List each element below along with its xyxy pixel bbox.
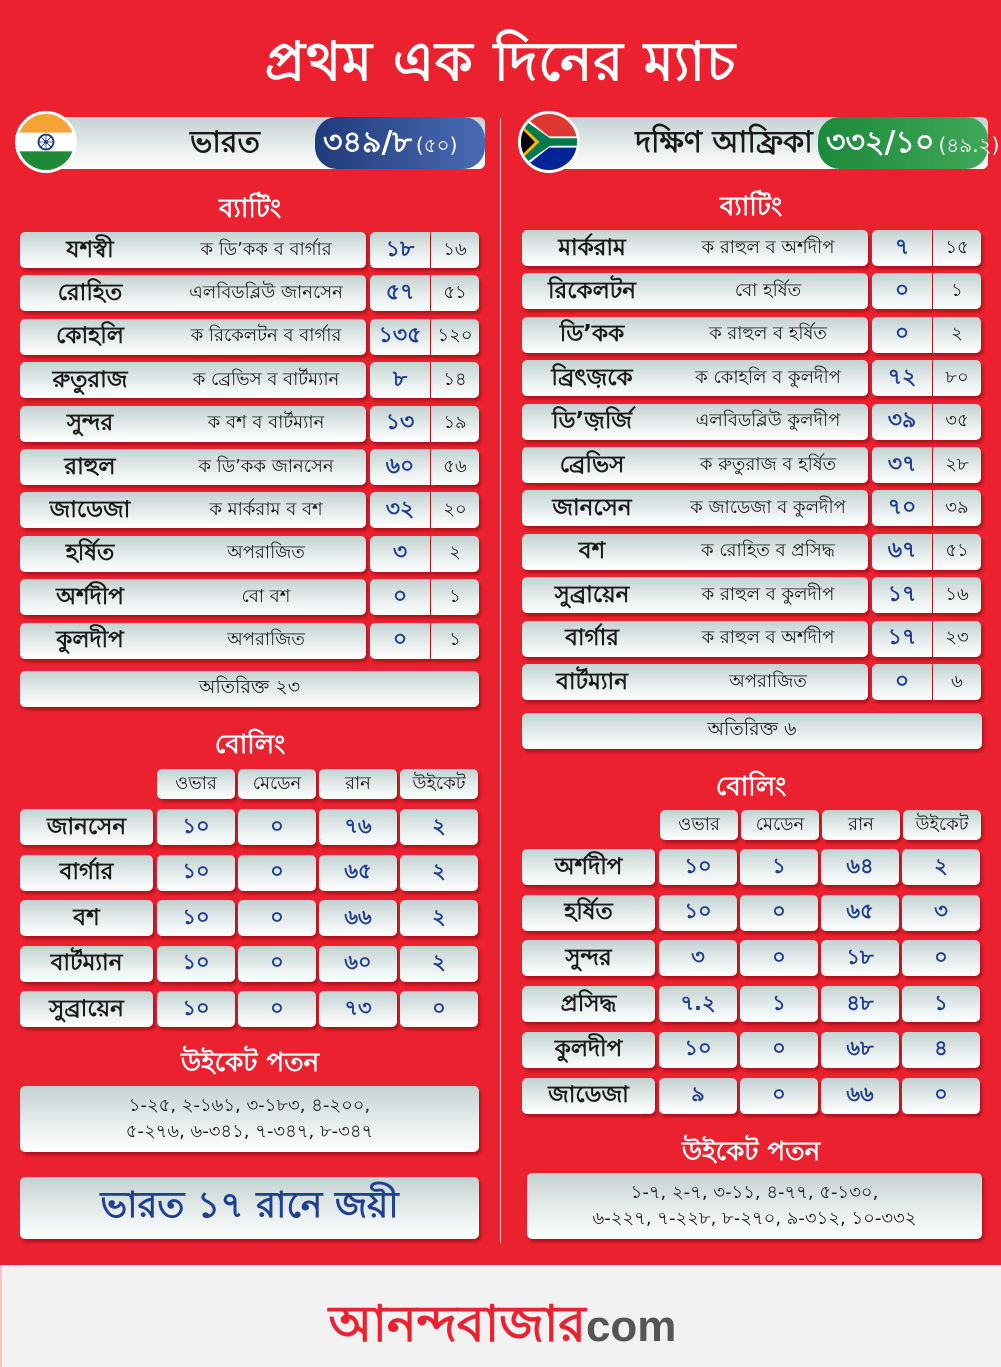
bowler-runs: ৬৫ <box>821 895 899 931</box>
india-team-bar <box>40 117 485 169</box>
bowling-header: রান <box>822 810 900 840</box>
batter-cell <box>522 664 868 700</box>
batter-cell <box>20 449 366 485</box>
batter-cell <box>522 490 868 526</box>
batter-name: সুন্দর <box>66 410 114 437</box>
dismissal: ক বশ ব বার্টম্যান <box>207 412 325 434</box>
bowler-overs: ১০ <box>157 900 235 936</box>
bowler-maidens: ০ <box>740 1078 818 1114</box>
balls: ২ <box>933 317 981 353</box>
dismissal: অপরাজিত <box>729 670 807 692</box>
batter-name: বার্টম্যান <box>556 668 628 695</box>
bowler-runs: ৬৬ <box>821 1078 899 1114</box>
india-flag-icon <box>15 111 77 173</box>
bowler-wickets: ১ <box>902 986 980 1022</box>
dismissal: ক ডি’কক জানসেন <box>198 455 334 477</box>
batter-cell <box>522 621 868 657</box>
dismissal: ক কোহলি ব কুলদীপ <box>695 366 841 388</box>
runs: ৩৭ <box>872 447 932 483</box>
bowler-wickets: ২ <box>400 809 478 845</box>
bowler-maidens: ১ <box>740 849 818 885</box>
anandabazar-logo[interactable] <box>2 1287 1001 1367</box>
bowler-wickets: ২ <box>400 855 478 891</box>
team-name: দক্ষিণ আফ্রিকা <box>635 125 813 160</box>
balls: ৩৫ <box>933 404 981 440</box>
bowler-wickets: ৪ <box>902 1032 980 1068</box>
bowler-wickets: ০ <box>902 1078 980 1114</box>
runs: ০ <box>872 664 932 700</box>
fow-line-2: ৬-২২৭, ৭-২২৮, ৮-২৭০, ৯-৩১২, ১০-৩৩২ <box>592 1208 917 1229</box>
batter-cell <box>522 273 868 309</box>
sa-score-pill <box>818 117 1000 169</box>
dismissal: ক রাহুল ব অর্শদীপ <box>701 627 835 649</box>
batter-name: রিকেলটন <box>548 277 636 304</box>
total-overs: (৪৯.২) <box>938 133 1000 157</box>
batter-name: কুলদীপ <box>56 627 124 654</box>
batter-name: মার্করাম <box>558 234 626 261</box>
dismissal: এলবিডব্লিউ জানসেন <box>189 281 343 303</box>
balls: ৬ <box>933 664 981 700</box>
batter-name: জানসেন <box>552 494 632 521</box>
batter-cell <box>522 447 868 483</box>
balls: ৫১ <box>933 534 981 570</box>
runs: ৩ <box>370 536 430 572</box>
bowler-overs: ১০ <box>157 809 235 845</box>
logo-suffix: com <box>585 1302 677 1351</box>
batter-cell <box>20 275 366 311</box>
balls: ১ <box>431 623 479 659</box>
bowler-maidens: ১ <box>740 986 818 1022</box>
bowler-wickets: ০ <box>400 991 478 1027</box>
team-name: ভারত <box>189 125 261 160</box>
dismissal: ক রাহুল ব অর্শদীপ <box>701 236 835 258</box>
bowler-name: কুলদীপ <box>522 1032 655 1068</box>
batter-name: যশস্বী <box>66 236 114 263</box>
bowler-runs: ৭৬ <box>319 809 397 845</box>
bowler-wickets: ০ <box>902 940 980 976</box>
batter-name: ব্রিৎজ়কে <box>551 364 633 391</box>
balls: ২ <box>431 536 479 572</box>
bowler-name: বশ <box>20 900 153 936</box>
bowler-maidens: ০ <box>238 991 316 1027</box>
fow-line-1: ১-২৫, ২-১৬১, ৩-১৮৩, ৪-২০০, <box>128 1095 371 1116</box>
runs: ৩২ <box>370 492 430 528</box>
batter-name: রাহুল <box>64 453 116 480</box>
runs: ০ <box>872 273 932 309</box>
bowler-runs: ৬৪ <box>821 849 899 885</box>
india-score-pill <box>315 117 485 169</box>
batter-cell <box>20 623 366 659</box>
bowler-maidens: ০ <box>238 809 316 845</box>
bowling-header: রান <box>319 769 397 799</box>
bowler-name: বার্টম্যান <box>20 946 153 982</box>
batter-name: সুব্রায়েন <box>554 581 630 608</box>
runs: ৭২ <box>872 360 932 396</box>
balls: ৮০ <box>933 360 981 396</box>
batting-title: ব্যাটিং <box>218 194 282 224</box>
balls: ৫৬ <box>431 449 479 485</box>
bowler-overs: ১০ <box>659 849 737 885</box>
balls: ১৯ <box>431 406 479 442</box>
batter-cell <box>20 406 366 442</box>
india-column <box>0 0 500 1265</box>
bowler-maidens: ০ <box>238 946 316 982</box>
page-title: প্রথম এক দিনের ম্যাচ <box>264 30 737 93</box>
batter-cell <box>522 230 868 266</box>
dismissal: অপরাজিত <box>227 629 305 651</box>
bowler-name: অর্শদীপ <box>522 849 655 885</box>
balls: ১৬ <box>431 232 479 268</box>
batter-cell <box>20 319 366 355</box>
runs: ১৩৫ <box>370 319 430 355</box>
runs: ৮ <box>370 362 430 398</box>
bowler-maidens: ০ <box>740 895 818 931</box>
balls: ১ <box>933 273 981 309</box>
dismissal: ক ডি’কক ব বার্গার <box>200 238 332 260</box>
dismissal: ক ব্রেভিস ব বার্টম্যান <box>192 368 340 390</box>
bowler-overs: ১০ <box>157 855 235 891</box>
bowler-name: জানসেন <box>20 809 153 845</box>
bowler-runs: ৬৫ <box>319 855 397 891</box>
bowler-name: প্রসিদ্ধ <box>522 986 655 1022</box>
batter-name: রোহিত <box>57 279 123 306</box>
bowler-wickets: ২ <box>400 900 478 936</box>
bowling-header: মেডেন <box>238 769 316 799</box>
bowler-wickets: ৩ <box>902 895 980 931</box>
batter-cell <box>20 579 366 615</box>
bowling-header: ওভার <box>660 810 738 840</box>
bowler-maidens: ০ <box>740 1032 818 1068</box>
bowler-overs: ৩ <box>659 940 737 976</box>
runs: ১৮ <box>370 232 430 268</box>
sa-team-bar <box>541 117 1000 169</box>
runs: ০ <box>370 623 430 659</box>
dismissal: ক রোহিত ব প্রসিদ্ধ <box>701 540 835 562</box>
extras: অতিরিক্ত ২৩ <box>20 671 479 707</box>
south-africa-flag-icon <box>518 111 580 173</box>
logo-bengali: আনন্দবাজার <box>328 1294 586 1353</box>
dismissal: ক রাহুল ব কুলদীপ <box>701 583 835 605</box>
batter-name: ব্রেভিস <box>559 451 625 478</box>
balls: ১ <box>431 579 479 615</box>
balls: ১৫ <box>933 230 981 266</box>
runs: ৭০ <box>872 490 932 526</box>
batter-cell <box>20 536 366 572</box>
batter-name: হর্ষিত <box>65 540 115 567</box>
runs: ৫৭ <box>370 275 430 311</box>
batter-cell <box>522 317 868 353</box>
fow-line-1: ১-৭, ২-৭, ৩-১১, ৪-৭৭, ৫-১৩০, <box>630 1182 879 1203</box>
bowler-name: জাডেজা <box>522 1078 655 1114</box>
match-result: ভারত ১৭ রানে জয়ী <box>20 1177 479 1239</box>
fow-title: উইকেট পতন <box>681 1137 821 1167</box>
fow-title: উইকেট পতন <box>180 1048 320 1078</box>
dismissal: বো বশ <box>241 585 291 607</box>
bowling-header: উইকেট <box>903 810 981 840</box>
runs: ১৭ <box>872 577 932 613</box>
bowler-name: সুন্দর <box>522 940 655 976</box>
batter-name: রুতুরাজ <box>52 366 128 393</box>
batter-cell <box>522 577 868 613</box>
dismissal: ক রাহুল ব হর্ষিত <box>709 323 827 345</box>
batter-name: ডি’জ়র্জি <box>552 408 632 435</box>
balls: ৩৯ <box>933 490 981 526</box>
batter-cell <box>20 492 366 528</box>
bowling-header: ওভার <box>157 769 235 799</box>
bowler-runs: ৭৩ <box>319 991 397 1027</box>
bowler-overs: ১০ <box>659 895 737 931</box>
balls: ২০ <box>431 492 479 528</box>
batter-cell <box>522 360 868 396</box>
runs: ৬৭ <box>872 534 932 570</box>
batter-cell <box>522 534 868 570</box>
bowler-runs: ৬০ <box>319 946 397 982</box>
bowler-overs: ১০ <box>157 991 235 1027</box>
fall-of-wickets <box>527 1173 982 1239</box>
bowler-overs: ১০ <box>157 946 235 982</box>
bowler-maidens: ০ <box>740 940 818 976</box>
bowler-runs: ১৮ <box>821 940 899 976</box>
batter-name: ডি’কক <box>559 321 625 348</box>
bowler-wickets: ২ <box>902 849 980 885</box>
batter-name: বশ <box>578 538 606 565</box>
balls: ২৩ <box>933 621 981 657</box>
bowler-maidens: ০ <box>238 855 316 891</box>
total-overs: (৫০) <box>415 133 458 157</box>
batter-name: কোহলি <box>56 323 124 350</box>
bowling-header: উইকেট <box>400 769 478 799</box>
dismissal: ক রিকেলটন ব বার্গার <box>190 325 342 347</box>
dismissal: অপরাজিত <box>227 542 305 564</box>
fow-line-2: ৫-২৭৬, ৬-৩৪১, ৭-৩৪৭, ৮-৩৪৭ <box>125 1121 374 1142</box>
bowler-wickets: ২ <box>400 946 478 982</box>
runs: ৩৯ <box>872 404 932 440</box>
runs: ১৩ <box>370 406 430 442</box>
dismissal: ক জাডেজা ব কুলদীপ <box>690 496 846 518</box>
south-africa-column <box>501 0 1001 1265</box>
total-score: ৩৩২/১০ <box>826 125 935 160</box>
bowler-runs: ৬৮ <box>821 1032 899 1068</box>
dismissal: ক মার্করাম ব বশ <box>209 498 323 520</box>
dismissal: বো হর্ষিত <box>734 279 802 301</box>
balls: ১২০ <box>431 319 479 355</box>
bowling-title: বোলিং <box>214 730 286 760</box>
dismissal: ক রুতুরাজ ব হর্ষিত <box>699 453 837 475</box>
runs: ০ <box>872 317 932 353</box>
footer <box>0 1265 1001 1367</box>
bowler-overs: ৭.২ <box>659 986 737 1022</box>
batter-name: অর্শদীপ <box>56 583 124 610</box>
runs: ৬০ <box>370 449 430 485</box>
batting-title: ব্যাটিং <box>719 192 783 222</box>
batter-name: জাডেজা <box>49 496 131 523</box>
bowling-header: মেডেন <box>741 810 819 840</box>
bowler-overs: ১০ <box>659 1032 737 1068</box>
bowler-runs: ৪৮ <box>821 986 899 1022</box>
runs: ১৭ <box>872 621 932 657</box>
fall-of-wickets <box>20 1086 479 1152</box>
bowling-title: বোলিং <box>715 772 787 802</box>
bowler-runs: ৬৬ <box>319 900 397 936</box>
batter-cell <box>522 404 868 440</box>
runs: ০ <box>370 579 430 615</box>
extras: অতিরিক্ত ৬ <box>522 713 982 749</box>
bowler-name: হর্ষিত <box>522 895 655 931</box>
runs: ৭ <box>872 230 932 266</box>
bowler-name: সুব্রায়েন <box>20 991 153 1027</box>
batter-cell <box>20 362 366 398</box>
bowler-name: বার্গার <box>20 855 153 891</box>
bowler-maidens: ০ <box>238 900 316 936</box>
total-score: ৩৪৯/৮ <box>323 125 412 160</box>
balls: ৫১ <box>431 275 479 311</box>
balls: ২৮ <box>933 447 981 483</box>
balls: ১৬ <box>933 577 981 613</box>
bowler-overs: ৯ <box>659 1078 737 1114</box>
dismissal: এলবিডব্লিউ কুলদীপ <box>695 410 841 432</box>
batter-name: বার্গার <box>565 625 619 652</box>
balls: ১৪ <box>431 362 479 398</box>
batter-cell <box>20 232 366 268</box>
